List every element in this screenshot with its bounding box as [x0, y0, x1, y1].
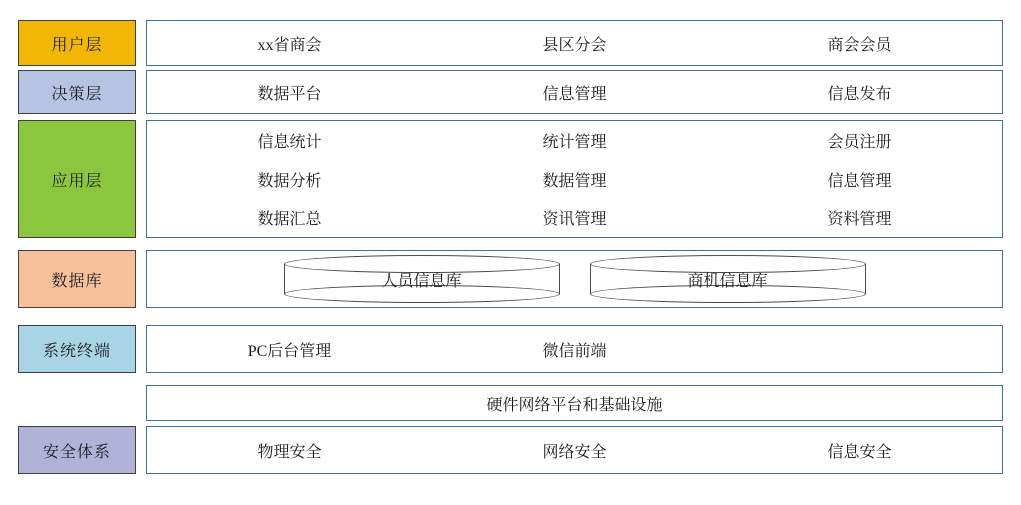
layer-cell: 资讯管理 [542, 211, 607, 229]
layer-label-security-layer [18, 426, 136, 474]
layer-panel-terminal-layer [146, 325, 1003, 373]
layer-label-text: 系统终端 [42, 342, 111, 360]
layer-cell: 网络安全 [542, 443, 607, 461]
layer-cell: 商会会员 [827, 36, 892, 54]
layer-panel-decision-layer [146, 70, 1003, 114]
layer-cell: xx省商会 [257, 36, 322, 54]
layer-cell: 信息管理 [542, 85, 607, 103]
database-cylinder [590, 255, 866, 303]
layer-label-text: 数据库 [51, 272, 103, 290]
layer-label-text: 决策层 [51, 85, 103, 103]
layer-cell: 数据平台 [257, 85, 322, 103]
layer-label-text: 用户层 [51, 36, 103, 54]
layer-label-terminal-layer [18, 325, 136, 373]
layer-cell: PC后台管理 [247, 342, 332, 360]
layer-panel-application-layer [146, 120, 1003, 238]
layer-cell: 信息安全 [827, 443, 892, 461]
layer-cell: 数据管理 [542, 172, 607, 190]
database-label: 人员信息库 [381, 272, 462, 290]
infrastructure-panel [146, 385, 1003, 421]
layer-cell: 会员注册 [827, 133, 892, 151]
database-label: 商机信息库 [687, 272, 768, 290]
layer-row [147, 160, 1002, 199]
layer-label-database-layer [18, 250, 136, 308]
layer-cell: 县区分会 [542, 36, 607, 54]
layer-cell: 微信前端 [542, 342, 607, 360]
layer-label-user-layer [18, 20, 136, 66]
layer-panel-security-layer [146, 426, 1003, 474]
layer-row [147, 21, 1002, 65]
layer-cell: 统计管理 [542, 133, 607, 151]
layer-cell: 信息统计 [257, 133, 322, 151]
layer-label-application-layer [18, 120, 136, 238]
layer-label-decision-layer [18, 70, 136, 114]
layer-label-text: 安全体系 [42, 443, 111, 461]
layer-cell: 物理安全 [257, 443, 322, 461]
layer-row [147, 121, 1002, 160]
layer-panel-database-layer [146, 250, 1003, 308]
layer-cell: 信息管理 [827, 172, 892, 190]
layer-cell: 信息发布 [827, 85, 892, 103]
infrastructure-label: 硬件网络平台和基础设施 [486, 396, 663, 414]
layer-row [147, 198, 1002, 237]
layer-row [147, 326, 1002, 372]
layer-panel-user-layer [146, 20, 1003, 66]
layer-cell: 资料管理 [827, 211, 892, 229]
database-cylinder [284, 255, 560, 303]
layer-row [147, 427, 1002, 473]
layer-cell: 数据汇总 [257, 211, 322, 229]
layer-label-text: 应用层 [51, 172, 103, 190]
layer-cell: 数据分析 [257, 172, 322, 190]
layer-row [147, 71, 1002, 113]
